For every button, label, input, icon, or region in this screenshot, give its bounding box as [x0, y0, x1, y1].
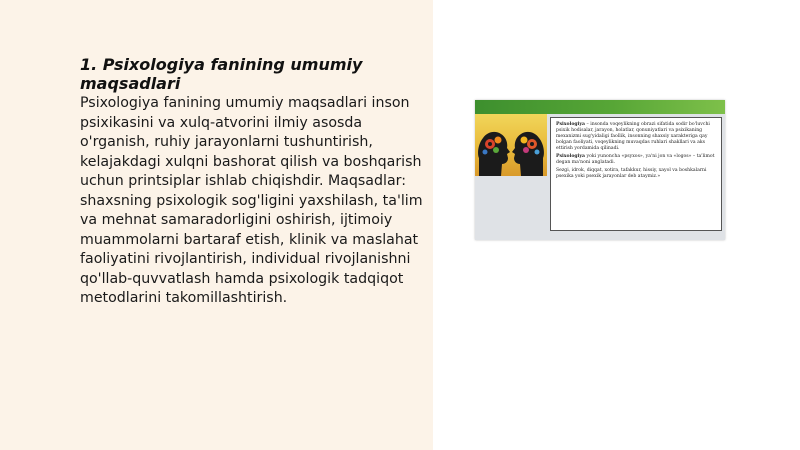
two-heads-with-gears-icon — [475, 114, 547, 176]
figure-green-bar — [475, 100, 725, 114]
figure-paragraph-2 — [556, 154, 716, 166]
slide-heading: 1. Psixologiya fanining umumiy maqsadlari — [80, 55, 363, 93]
figure-text-1: – insonda voqeylikning obrazi sifatida sodir bo'luvchi psixik hodisalar, jarayon, holatlar, qonuniyatlari va psixikaning mexanizmi sug'yidaligi faollik, insonning shaxsiy xarakteriga qay bolgan faoliyati, voqeylikning muvaqdas ruhlari shakllari va aks ettirish yordamida qilinadi. — [556, 122, 710, 151]
slide-body-text: Psixologiya fanining umumiy maqsadlari inson psixikasini va xulq-atvorini ilmiy asosda o'rganish, ruhiy jarayonlarni tushuntirish, kelajakdagi xulqni bashorat qilish va boshqarish uchun printsiplar ishlab chiqishdir. Maqsadlar: shaxsning psixologik sog'ligini yaxshilash, ta'lim va mehnat samaradorligini oshirish, ijtimoiy muammolarni bartaraf etish, klinik va maslahat faoliyatini rivojlantirish, individual rivojlanishni qo'llab-quvvatlash hamda psixologik tadqiqot metodlarini takomillashtirish. — [80, 95, 423, 306]
figure-term-2: Psixologiya — [556, 154, 586, 159]
figure-paragraph-3: Sezgi, idrok, diqqat, xotira, tafakkur, hissiy, xayol va boshkalarni psexika yoki psexik jarayonlar deb ataymiz.» — [556, 168, 707, 179]
figure-definition-box — [550, 117, 722, 231]
figure-paragraph-1 — [556, 122, 716, 152]
figure-term-1: Psixologiya — [556, 122, 586, 127]
figure-image — [475, 100, 725, 240]
figure-text-2: yoki yunoncha «psyxos», ya'ni jon va «logos» – ta'limot degan ma'noni anglatadi. — [556, 154, 715, 165]
